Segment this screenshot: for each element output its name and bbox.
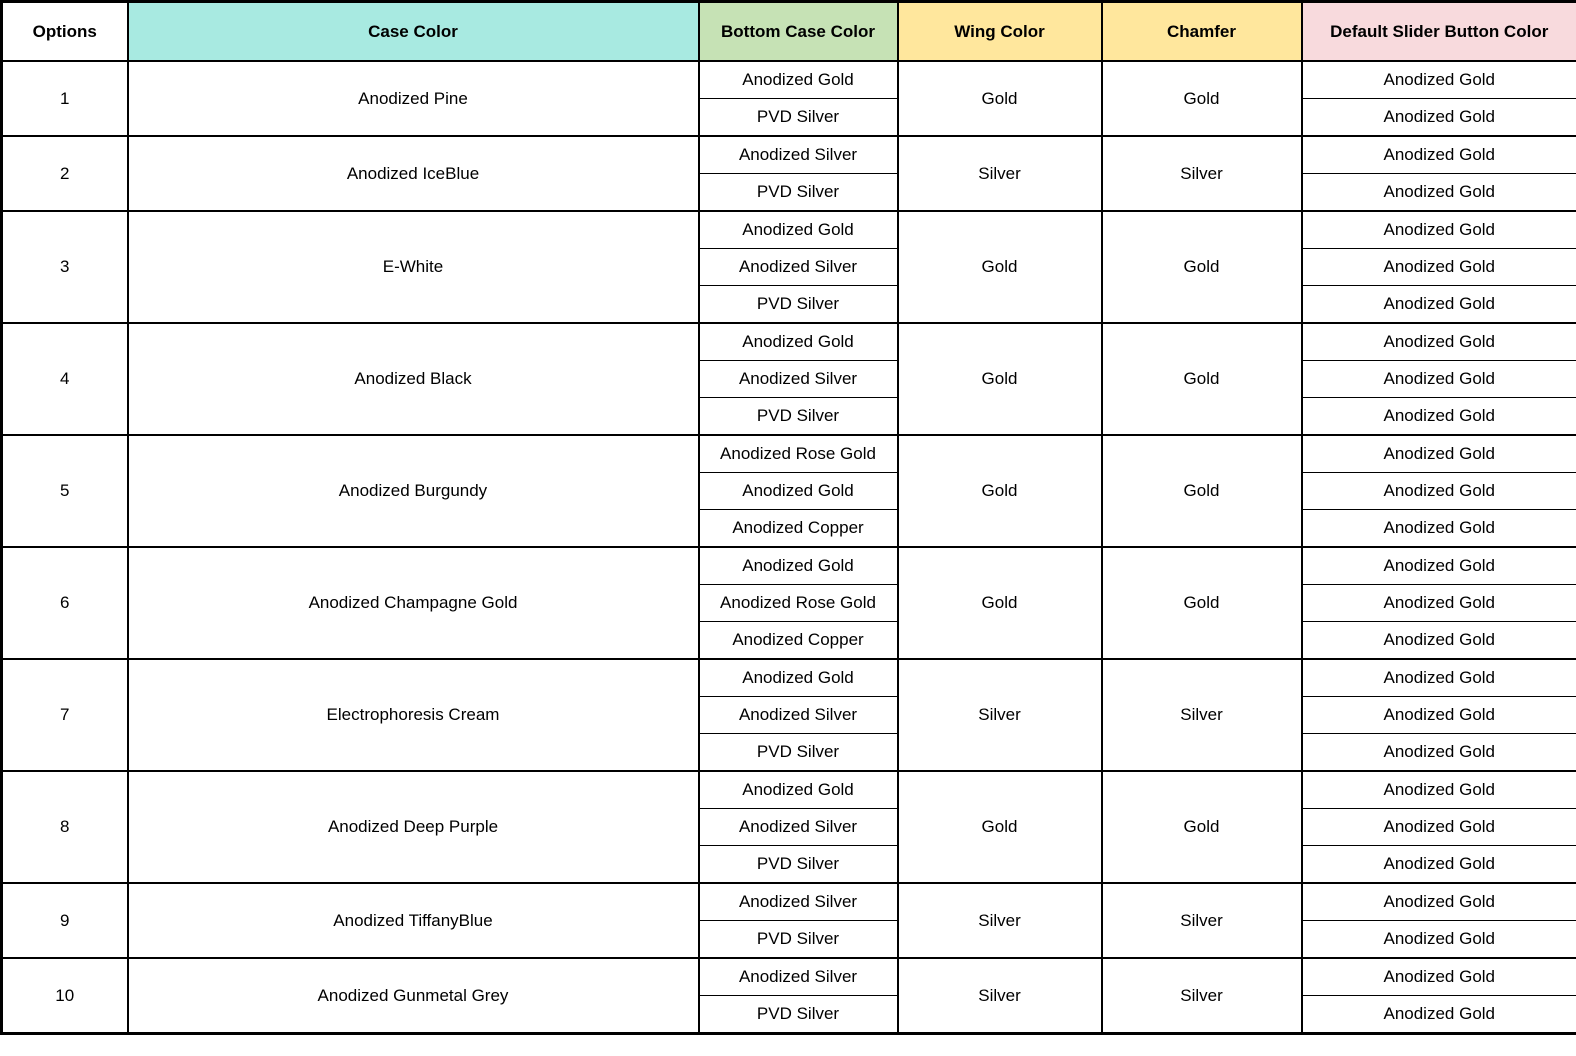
case-color-cell: Anodized IceBlue — [128, 136, 699, 211]
bottom-case-color-cell: Anodized Copper — [699, 510, 898, 548]
bottom-case-color-cell: PVD Silver — [699, 846, 898, 884]
chamfer-cell: Gold — [1102, 547, 1302, 659]
option-cell: 9 — [2, 883, 128, 958]
bottom-case-color-cell: Anodized Silver — [699, 883, 898, 921]
chamfer-cell: Silver — [1102, 883, 1302, 958]
case-color-cell: Electrophoresis Cream — [128, 659, 699, 771]
option-cell: 10 — [2, 958, 128, 1034]
bottom-case-color-cell: Anodized Silver — [699, 249, 898, 286]
slider-color-cell: Anodized Gold — [1302, 398, 1576, 436]
chamfer-cell: Gold — [1102, 211, 1302, 323]
slider-color-cell: Anodized Gold — [1302, 697, 1576, 734]
slider-color-cell: Anodized Gold — [1302, 659, 1576, 697]
option-cell: 1 — [2, 61, 128, 136]
option-cell: 8 — [2, 771, 128, 883]
chamfer-cell: Silver — [1102, 659, 1302, 771]
slider-color-cell: Anodized Gold — [1302, 473, 1576, 510]
bottom-case-color-cell: Anodized Silver — [699, 361, 898, 398]
table-row — [2, 659, 1576, 697]
chamfer-cell: Gold — [1102, 61, 1302, 136]
wing-color-cell: Silver — [898, 883, 1102, 958]
bottom-case-color-cell: Anodized Silver — [699, 958, 898, 996]
case-color-cell: Anodized Champagne Gold — [128, 547, 699, 659]
bottom-case-color-cell: PVD Silver — [699, 996, 898, 1034]
bottom-case-color-cell: PVD Silver — [699, 734, 898, 772]
chamfer-cell: Silver — [1102, 136, 1302, 211]
slider-color-cell: Anodized Gold — [1302, 211, 1576, 249]
wing-color-cell: Silver — [898, 136, 1102, 211]
chamfer-cell: Silver — [1102, 958, 1302, 1034]
option-cell: 4 — [2, 323, 128, 435]
slider-color-cell: Anodized Gold — [1302, 174, 1576, 212]
slider-color-cell: Anodized Gold — [1302, 510, 1576, 548]
bottom-case-color-cell: Anodized Copper — [699, 622, 898, 660]
bottom-case-color-cell: Anodized Rose Gold — [699, 585, 898, 622]
case-color-cell: Anodized TiffanyBlue — [128, 883, 699, 958]
option-cell: 5 — [2, 435, 128, 547]
wing-color-cell: Silver — [898, 958, 1102, 1034]
slider-color-cell: Anodized Gold — [1302, 996, 1576, 1034]
bottom-case-color-cell: Anodized Rose Gold — [699, 435, 898, 473]
slider-color-cell: Anodized Gold — [1302, 249, 1576, 286]
option-cell: 3 — [2, 211, 128, 323]
case-color-cell: Anodized Black — [128, 323, 699, 435]
slider-color-cell: Anodized Gold — [1302, 323, 1576, 361]
header-case-color: Case Color — [128, 2, 699, 62]
bottom-case-color-cell: PVD Silver — [699, 99, 898, 137]
table-row — [2, 136, 1576, 174]
wing-color-cell: Silver — [898, 659, 1102, 771]
case-color-cell: Anodized Pine — [128, 61, 699, 136]
bottom-case-color-cell: PVD Silver — [699, 921, 898, 959]
bottom-case-color-cell: PVD Silver — [699, 174, 898, 212]
header-wing-color: Wing Color — [898, 2, 1102, 62]
wing-color-cell: Gold — [898, 547, 1102, 659]
bottom-case-color-cell: PVD Silver — [699, 286, 898, 324]
option-cell: 7 — [2, 659, 128, 771]
chamfer-cell: Gold — [1102, 435, 1302, 547]
slider-color-cell: Anodized Gold — [1302, 734, 1576, 772]
table-row — [2, 547, 1576, 585]
case-color-cell: Anodized Burgundy — [128, 435, 699, 547]
header-options: Options — [2, 2, 128, 62]
option-cell: 6 — [2, 547, 128, 659]
slider-color-cell: Anodized Gold — [1302, 846, 1576, 884]
slider-color-cell: Anodized Gold — [1302, 435, 1576, 473]
case-color-cell: E-White — [128, 211, 699, 323]
table-row — [2, 323, 1576, 361]
slider-color-cell: Anodized Gold — [1302, 958, 1576, 996]
bottom-case-color-cell: Anodized Silver — [699, 136, 898, 174]
bottom-case-color-cell: Anodized Silver — [699, 809, 898, 846]
chamfer-cell: Gold — [1102, 771, 1302, 883]
slider-color-cell: Anodized Gold — [1302, 585, 1576, 622]
table-row — [2, 435, 1576, 473]
header-bottom-case-color: Bottom Case Color — [699, 2, 898, 62]
header-default-slider-button-color: Default Slider Button Color — [1302, 2, 1576, 62]
wing-color-cell: Gold — [898, 61, 1102, 136]
bottom-case-color-cell: Anodized Gold — [699, 211, 898, 249]
slider-color-cell: Anodized Gold — [1302, 883, 1576, 921]
wing-color-cell: Gold — [898, 435, 1102, 547]
bottom-case-color-cell: Anodized Gold — [699, 473, 898, 510]
slider-color-cell: Anodized Gold — [1302, 61, 1576, 99]
table-row — [2, 771, 1576, 809]
slider-color-cell: Anodized Gold — [1302, 361, 1576, 398]
bottom-case-color-cell: PVD Silver — [699, 398, 898, 436]
bottom-case-color-cell: Anodized Gold — [699, 771, 898, 809]
case-color-cell: Anodized Gunmetal Grey — [128, 958, 699, 1034]
bottom-case-color-cell: Anodized Silver — [699, 697, 898, 734]
slider-color-cell: Anodized Gold — [1302, 771, 1576, 809]
bottom-case-color-cell: Anodized Gold — [699, 659, 898, 697]
slider-color-cell: Anodized Gold — [1302, 286, 1576, 324]
case-color-cell: Anodized Deep Purple — [128, 771, 699, 883]
slider-color-cell: Anodized Gold — [1302, 809, 1576, 846]
bottom-case-color-cell: Anodized Gold — [699, 323, 898, 361]
bottom-case-color-cell: Anodized Gold — [699, 547, 898, 585]
header-chamfer: Chamfer — [1102, 2, 1302, 62]
table-row — [2, 883, 1576, 921]
wing-color-cell: Gold — [898, 211, 1102, 323]
slider-color-cell: Anodized Gold — [1302, 547, 1576, 585]
slider-color-cell: Anodized Gold — [1302, 622, 1576, 660]
table-row — [2, 61, 1576, 99]
wing-color-cell: Gold — [898, 771, 1102, 883]
wing-color-cell: Gold — [898, 323, 1102, 435]
slider-color-cell: Anodized Gold — [1302, 921, 1576, 959]
slider-color-cell: Anodized Gold — [1302, 136, 1576, 174]
bottom-case-color-cell: Anodized Gold — [699, 61, 898, 99]
chamfer-cell: Gold — [1102, 323, 1302, 435]
table-row — [2, 958, 1576, 996]
table-row — [2, 211, 1576, 249]
option-cell: 2 — [2, 136, 128, 211]
header-row — [2, 2, 1576, 62]
slider-color-cell: Anodized Gold — [1302, 99, 1576, 137]
